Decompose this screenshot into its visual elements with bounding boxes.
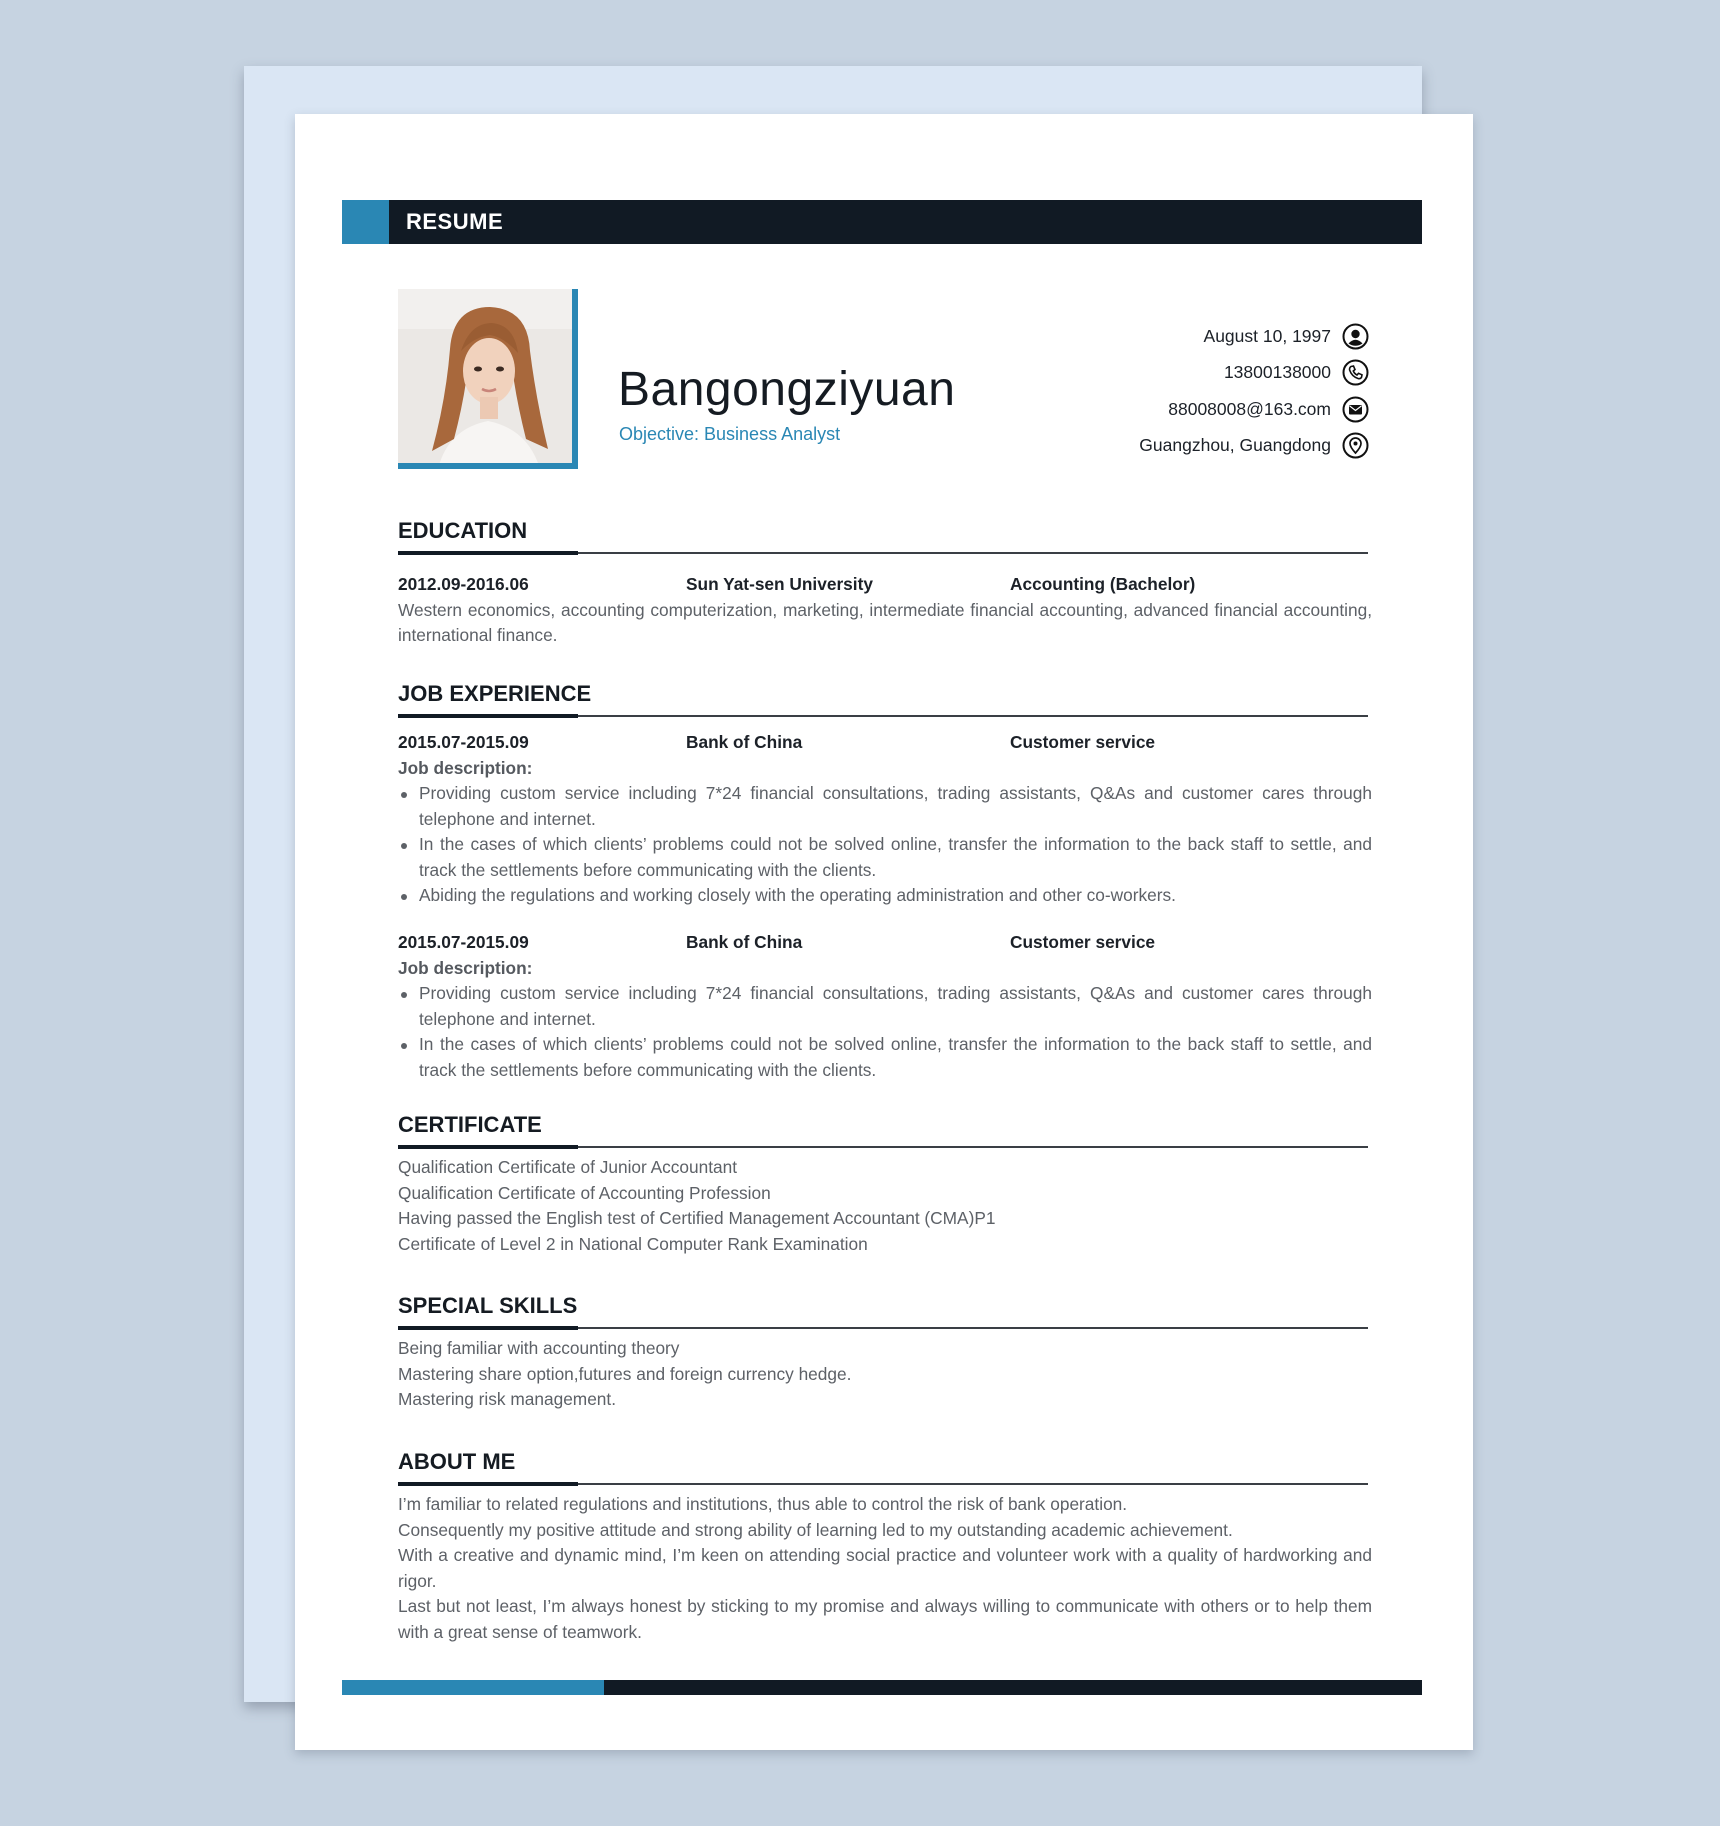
footer-accent: [342, 1680, 604, 1695]
job-company: Bank of China: [686, 932, 803, 952]
job-description-label: Job description:: [398, 757, 533, 778]
about-text: [398, 1492, 1372, 1645]
certificate-title: CERTIFICATE: [398, 1112, 542, 1137]
job-meta: [398, 730, 1372, 756]
job-role: Customer service: [1010, 932, 1156, 952]
education-school: Sun Yat-sen University: [686, 574, 873, 594]
education-entry: [398, 572, 1372, 649]
about-section-header: [398, 1448, 1368, 1486]
about-paragraph: Last but not least, I’m always honest by sticking to my promise and always willing to communicate with others or to help them with a great sense of teamwork.: [398, 1596, 1372, 1642]
job-duties-list: [398, 981, 1372, 1083]
banner-title: RESUME: [406, 209, 504, 234]
email-text: 88008008@163.com: [1168, 398, 1331, 419]
about-paragraph: I’m familiar to related regulations and institutions, thus able to control the risk of bank operation.: [398, 1494, 1128, 1514]
portrait-image: [398, 289, 578, 469]
phone-icon: [1342, 359, 1369, 386]
list-item: Qualification Certificate of Junior Accountant: [398, 1157, 738, 1177]
section-divider: [398, 1145, 1368, 1149]
job-meta: [398, 930, 1372, 956]
person-icon: [1342, 323, 1369, 350]
skills-list: [398, 1336, 1372, 1413]
birthdate-text: August 10, 1997: [1203, 325, 1331, 346]
career-objective: Objective: Business Analyst: [619, 424, 841, 444]
section-divider: [398, 1326, 1368, 1330]
list-item: Being familiar with accounting theory: [398, 1338, 680, 1358]
candidate-name: Bangongziyuan: [618, 363, 956, 416]
location-text: Guangzhou, Guangdong: [1139, 435, 1331, 456]
contact-birthdate: [949, 318, 1369, 355]
list-item: Having passed the English test of Certified Management Accountant (CMA)P1: [398, 1208, 996, 1228]
list-item: Providing custom service including 7*24 financial consultations, trading assistants, Q&As and customer cares through telephone and internet.: [398, 781, 1372, 832]
education-section-header: [398, 517, 1368, 555]
footer-bar: [342, 1680, 1422, 1695]
experience-title: JOB EXPERIENCE: [398, 681, 592, 706]
list-item: Certificate of Level 2 in National Computer Rank Examination: [398, 1233, 868, 1254]
list-item: Abiding the regulations and working closely with the operating administration and other co-workers.: [398, 883, 1372, 909]
resume-page: [295, 114, 1473, 1750]
job-role: Customer service: [1010, 732, 1156, 752]
profile-photo: [398, 289, 578, 469]
education-description: Western economics, accounting computerization, marketing, intermediate financial accounting, advanced financial accounting, international finance.: [398, 599, 1372, 645]
banner-accent: [342, 200, 389, 244]
section-divider: [398, 1482, 1368, 1486]
education-meta: [398, 572, 1372, 598]
list-item: Providing custom service including 7*24 financial consultations, trading assistants, Q&As and customer cares through telephone and internet.: [398, 981, 1372, 1032]
education-degree: Accounting (Bachelor): [1010, 574, 1196, 594]
list-item: Mastering share option,futures and foreign currency hedge.: [398, 1363, 852, 1384]
list-item: Mastering risk management.: [398, 1389, 617, 1409]
mail-icon: [1342, 396, 1369, 423]
certificate-list: [398, 1155, 1372, 1257]
skills-title: SPECIAL SKILLS: [398, 1293, 578, 1318]
job-description-label: Job description:: [398, 957, 533, 978]
contact-email: [949, 391, 1369, 428]
list-item: In the cases of which clients’ problems could not be solved online, transfer the information to the back staff to settle, and track the settlements before communicating with the clients.: [398, 832, 1372, 883]
list-item: Qualification Certificate of Accounting Profession: [398, 1182, 771, 1203]
experience-section-header: [398, 680, 1368, 718]
job-duties-list: [398, 781, 1372, 909]
education-period: 2012.09-2016.06: [398, 574, 529, 594]
location-pin-icon: [1342, 432, 1369, 459]
about-paragraph: With a creative and dynamic mind, I’m keen on attending social practice and volunteer work with a quality of hardworking and rigor.: [398, 1545, 1372, 1591]
education-title: EDUCATION: [398, 518, 528, 543]
about-paragraph: Consequently my positive attitude and strong ability of learning led to my outstanding academic achievement.: [398, 1519, 1233, 1540]
list-item: In the cases of which clients’ problems could not be solved online, transfer the information to the back staff to settle, and track the settlements before communicating with the clients.: [398, 1032, 1372, 1083]
contact-phone: [949, 355, 1369, 392]
contact-info: [949, 318, 1369, 464]
phone-text: 13800138000: [1223, 362, 1331, 383]
contact-location: [949, 428, 1369, 465]
section-divider: [398, 551, 1368, 555]
skills-section-header: [398, 1292, 1368, 1330]
job-period: 2015.07-2015.09: [398, 732, 529, 752]
section-divider: [398, 714, 1368, 718]
certificate-section-header: [398, 1111, 1368, 1149]
job-company: Bank of China: [686, 732, 803, 752]
job-entry: [398, 730, 1372, 909]
job-period: 2015.07-2015.09: [398, 932, 529, 952]
about-title: ABOUT ME: [398, 1449, 516, 1474]
job-entry: [398, 930, 1372, 1083]
resume-banner: [342, 200, 1422, 244]
